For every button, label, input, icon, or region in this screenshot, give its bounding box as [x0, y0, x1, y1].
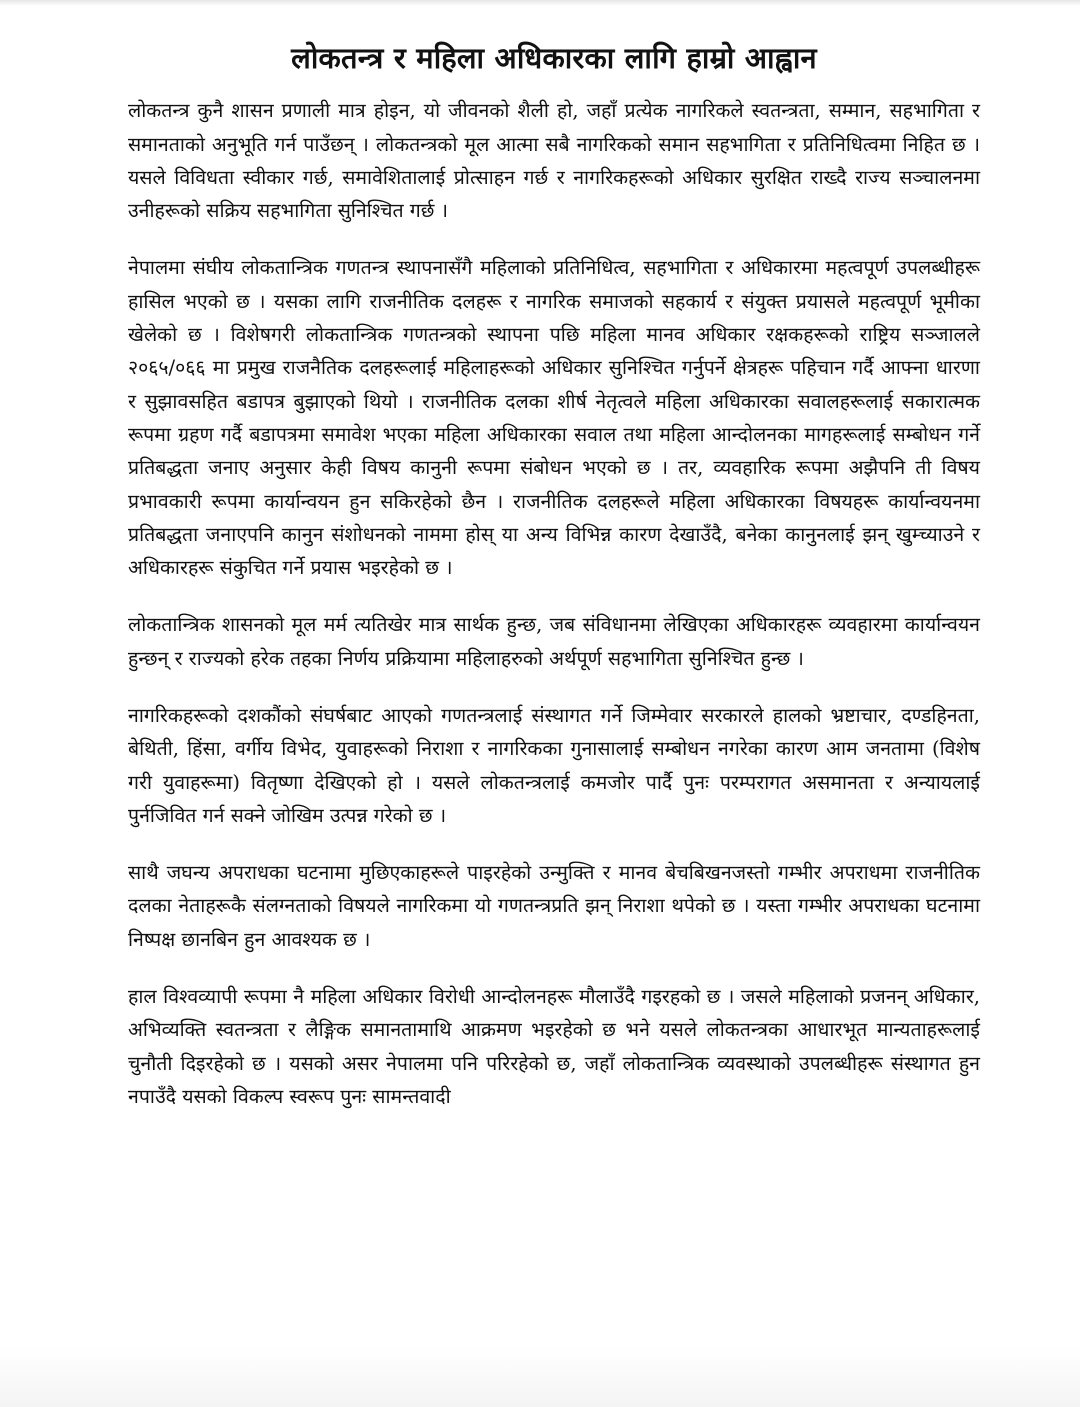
paragraph-nepal-achievements: नेपालमा संघीय लोकतान्त्रिक गणतन्त्र स्थापनासँगै महिलाको प्रतिनिधित्व, सहभागिता र अधिकारमा महत्वपूर्ण उपलब्धीहरू हासिल भएको छ । यसका लागि राजनीतिक दलहरू र नागरिक समाजको सहकार्य र संयुक्त प्रयासले महत्वपूर्ण भूमीका खेलेको छ । विशेषगरी लोकतान्त्रिक गणतन्त्रको स्थापना पछि महिला मानव अधिकार रक्षकहरूको राष्ट्रिय सञ्जालले २०६५/०६६ मा प्रमुख राजनैतिक दलहरूलाई महिलाहरूको अधिकार सुनिश्चित गर्नुपर्ने क्षेत्रहरू पहिचान गर्दै आफ्ना धारणा र सुझावसहित बडापत्र बुझाएको थियो । राजनीतिक दलका शीर्ष नेतृत्वले महिला अधिकारका सवालहरूलाई सकारात्मक रूपमा ग्रहण गर्दै बडापत्रमा समावेश भएका महिला अधिकारका सवाल तथा महिला आन्दोलनका मागहरूलाई सम्बोधन गर्ने प्रतिबद्धता जनाए अनुसार केही विषय कानुनी रूपमा संबोधन भएको छ । तर, व्यवहारिक रूपमा अझैपनि ती विषय प्रभावकारी रूपमा कार्यान्वयन हुन सकिरहेको छैन । राजनीतिक दलहरूले महिला अधिकारका विषयहरू कार्यान्वयनमा प्रतिबद्धता जनाएपनि कानुन संशोधनको नाममा होस् या अन्य विभिन्न कारण देखाउँदै, बनेका कानुनलाई झन् खुम्च्याउने र अधिकारहरू संकुचित गर्ने प्रयास भइरहेको छ ।	[128, 256, 980, 580]
page-top-edge	[0, 0, 1080, 6]
page-bottom-shade	[0, 1347, 1080, 1407]
document-title: लोकतन्त्र र महिला अधिकारका लागि हाम्रो आह्वान	[291, 41, 817, 75]
paragraph-citizen-frustration: नागरिकहरूको दशकौंको संघर्षबाट आएको गणतन्त्रलाई संस्थागत गर्ने जिम्मेवार सरकारले हालको भ्रष्टाचार, दण्डहिनता, बेथिती, हिंसा, वर्गीय विभेद, युवाहरूको निराशा र नागरिकका गुनासालाई सम्बोधन नगरेका कारण आम जनतामा (विशेष गरी युवाहरूमा) वितृष्णा देखिएको हो । यसले लोकतन्त्रलाई कमजोर पार्दै पुनः परम्परागत असमानता र अन्यायलाई पुर्नजिवित गर्न सक्ने जोखिम उत्पन्न गरेको छ ।	[128, 704, 980, 827]
paragraph-global-anti-rights: हाल विश्वव्यापी रूपमा नै महिला अधिकार विरोधी आन्दोलनहरू मौलाउँदै गइरहको छ । जसले महिलाको प्रजनन् अधिकार, अभिव्यक्ति स्वतन्त्रता र लैङ्गिक समानतामाथि आक्रमण भइरहेको छ भने यसले लोकतन्त्रका आधारभूत मान्यताहरूलाई चुनौती दिइरहेको छ । यसको असर नेपालमा पनि परिरहेको छ, जहाँ लोकतान्त्रिक व्यवस्थाको उपलब्धीहरू संस्थागत हुन नपाउँदै यसको विकल्प स्वरूप पुनः सामन्तवादी	[128, 985, 980, 1108]
paragraph-democratic-governance: लोकतान्त्रिक शासनको मूल मर्म त्यतिखेर मात्र सार्थक हुन्छ, जब संविधानमा लेखिएका अधिकारहरू व्यवहारमा कार्यान्वयन हुन्छन् र राज्यको हरेक तहका निर्णय प्रक्रियामा महिलाहरुको अर्थपूर्ण सहभागिता सुनिश्चित हुन्छ ।	[128, 613, 980, 670]
document-body	[128, 40, 980, 1137]
paragraph-democracy-intro: लोकतन्त्र कुनै शासन प्रणाली मात्र होइन, यो जीवनको शैली हो, जहाँ प्रत्येक नागरिकले स्वतन्त्रता, सम्मान, सहभागिता र समानताको अनुभूति गर्न पाउँछन् । लोकतन्त्रको मूल आत्मा सबै नागरिकको समान सहभागिता र प्रतिनिधित्वमा निहित छ । यसले विविधता स्वीकार गर्छ, समावेशितालाई प्रोत्साहन गर्छ र नागरिकहरूको अधिकार सुरक्षित राख्दै राज्य सञ्चालनमा उनीहरूको सक्रिय सहभागिता सुनिश्चित गर्छ ।	[128, 99, 980, 223]
paragraph-heinous-crimes: साथै जघन्य अपराधका घटनामा मुछिएकाहरूले पाइरहेको उन्मुक्ति र मानव बेचबिखनजस्तो गम्भीर अपराधमा राजनीतिक दलका नेताहरूकै संलग्नताको विषयले नागरिकमा यो गणतन्त्रप्रति झन् निराशा थपेको छ । यस्ता गम्भीर अपराधका घटनामा निष्पक्ष छानबिन हुन आवश्यक छ ।	[128, 861, 980, 951]
